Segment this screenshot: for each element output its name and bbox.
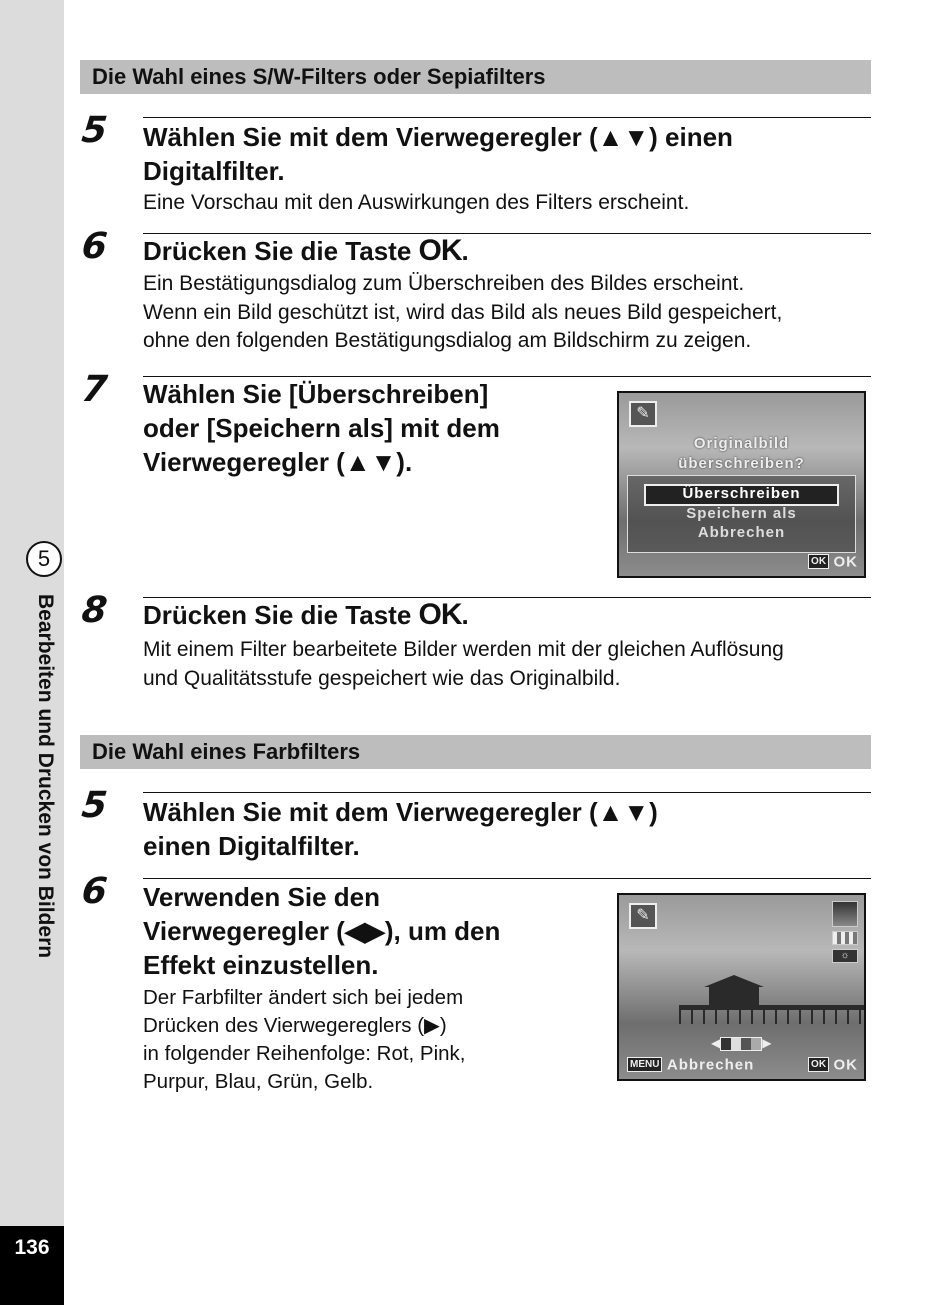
filter-icon: ✎ — [629, 401, 657, 427]
step-title — [143, 598, 469, 632]
ok-label: OK — [833, 1056, 858, 1074]
step-title-end: . — [461, 600, 469, 630]
option-save-as[interactable]: Speichern als — [686, 505, 797, 522]
step-title — [143, 880, 500, 982]
step-title — [143, 377, 500, 479]
step-number: 7 — [79, 369, 110, 410]
step-body — [143, 270, 782, 356]
step-title-line: oder [Speichern als] mit dem — [143, 413, 500, 443]
ok-label: OK — [833, 553, 858, 571]
slider-bar — [720, 1037, 762, 1051]
step-title-line: Verwenden Sie den — [143, 882, 380, 912]
ok-confirm-area[interactable] — [808, 553, 858, 571]
dialog-options-box — [627, 475, 856, 553]
option-overwrite[interactable]: Überschreiben — [682, 485, 801, 502]
step-body-line: Mit einem Filter bearbeitete Bilder werden mit der gleichen Auflösung — [143, 638, 784, 661]
step-title — [143, 234, 469, 268]
step-body-line: Der Farbfilter ändert sich bei jedem — [143, 986, 464, 1009]
step-body-line: Ein Bestätigungsdialog zum Überschreiben des Bildes erscheint. — [143, 272, 745, 295]
section-heading-sw-sepia: Die Wahl eines S/W-Filters oder Sepiafilters — [80, 60, 871, 94]
step-body-line: und Qualitätsstufe gespeichert wie das Originalbild. — [143, 666, 621, 690]
camera-screen-color-filter — [617, 893, 866, 1081]
filter-swatch-dark — [832, 901, 858, 927]
step-number: 6 — [79, 226, 110, 267]
step-body — [143, 984, 466, 1096]
menu-key-icon: MENU — [627, 1057, 662, 1072]
menu-cancel-label: Abbrechen — [666, 1056, 755, 1074]
page-number: 136 — [14, 1236, 50, 1259]
ok-confirm-area[interactable] — [808, 1056, 858, 1074]
ok-button-glyph: OK — [418, 234, 462, 267]
step-title-line: Vierwegeregler (◀▶), um den — [143, 916, 501, 946]
step-body — [143, 189, 689, 218]
step-number: 5 — [79, 785, 110, 826]
step-body-line: Purpur, Blau, Grün, Gelb. — [143, 1070, 374, 1093]
filter-icon: ✎ — [629, 903, 657, 929]
step-title — [143, 120, 733, 188]
section-heading-color-filter: Die Wahl eines Farbfilters — [80, 735, 871, 769]
step-body-line: Drücken des Vierwegereglers (▶) — [143, 1014, 447, 1037]
pier-photo — [679, 995, 866, 1025]
brightness-icon: ☼ — [832, 949, 858, 963]
filter-swatch-pattern — [832, 931, 858, 945]
step-title-line: Digitalfilter. — [143, 156, 285, 186]
pier-legs — [679, 1010, 866, 1024]
step-body — [143, 636, 784, 693]
ok-key-icon: OK — [808, 1057, 829, 1072]
step-rule — [143, 792, 871, 793]
step-title-line: einen Digitalfilter. — [143, 831, 360, 861]
ok-button-glyph: OK — [418, 598, 462, 631]
step-number: 5 — [79, 110, 110, 151]
camera-screen-overwrite-dialog — [617, 391, 866, 578]
step-title-line: Effekt einzustellen. — [143, 950, 379, 980]
step-title — [143, 795, 658, 863]
step-title-end: . — [461, 236, 469, 266]
dialog-title-line: Originalbild — [693, 435, 790, 452]
step-title-text: Drücken Sie die Taste — [143, 236, 412, 266]
step-body-line: Eine Vorschau mit den Auswirkungen des Filters erscheint. — [143, 191, 690, 214]
step-title-text: Drücken Sie die Taste — [143, 600, 412, 630]
chapter-title: Bearbeiten und Drucken von Bildern — [34, 594, 57, 959]
pier-hut — [709, 985, 759, 1005]
ok-key-icon: OK — [808, 554, 829, 569]
step-number: 8 — [79, 590, 110, 631]
step-rule — [143, 878, 871, 879]
step-number: 6 — [79, 871, 110, 912]
step-title-line: Wählen Sie mit dem Vierwegeregler (▲▼) einen — [143, 122, 733, 152]
menu-cancel-area[interactable] — [627, 1056, 754, 1074]
step-title-line: Wählen Sie [Überschreiben] — [143, 379, 489, 409]
chapter-number-badge: 5 — [26, 541, 62, 577]
step-title-line: Vierwegeregler (▲▼). — [143, 447, 413, 477]
dialog-title-line: überschreiben? — [678, 455, 805, 472]
step-body-line: ohne den folgenden Bestätigungsdialog am Bildschirm zu zeigen. — [143, 329, 752, 352]
step-rule — [143, 117, 871, 118]
filter-effect-slider[interactable]: ◀ ▶ — [711, 1036, 772, 1051]
option-cancel[interactable]: Abbrechen — [697, 524, 786, 541]
step-title-line: Wählen Sie mit dem Vierwegeregler (▲▼) — [143, 797, 658, 827]
step-body-line: Wenn ein Bild geschützt ist, wird das Bild als neues Bild gespeichert, — [143, 300, 783, 324]
step-body-line: in folgender Reihenfolge: Rot, Pink, — [143, 1042, 466, 1065]
